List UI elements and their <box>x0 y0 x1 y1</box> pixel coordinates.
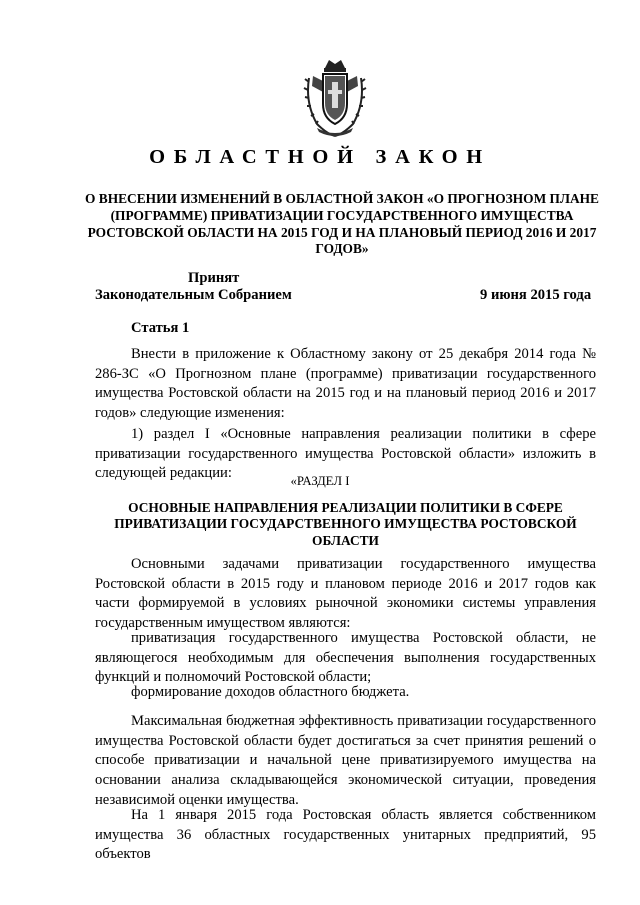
law-type-heading: ОБЛАСТНОЙ ЗАКОН <box>149 146 491 168</box>
section-title: ОСНОВНЫЕ НАПРАВЛЕНИЯ РЕАЛИЗАЦИИ ПОЛИТИКИ В СФЕРЕ ПРИВАТИЗАЦИИ ГОСУДАРСТВЕННОГО ИМУЩЕСТВА РОСТОВСКОЙ ОБЛАСТИ <box>114 500 577 548</box>
article-heading: Статья 1 <box>131 320 190 336</box>
paragraph-3: Основными задачами приватизации государственного имущества Ростовской области в 2015 году и плановом периоде 2016 и 2017 годов как части формируемой в условиях рыночной экономики системы управления государственным имуществом являются: <box>95 556 596 632</box>
paragraph-2: 1) раздел I «Основные направления реализации политики в сфере приватизации государственного имущества Ростовской области» изложить в следующей редакции: <box>95 426 596 482</box>
paragraph-6: Максимальная бюджетная эффективность приватизации государственного имущества Ростовской области будет достигаться за счет принятия решений о способе приватизации и начальной цене приватизируемого имущества на основании анализа складывающейся экономической ситуации, проведения независимой оценки имущества. <box>95 713 596 808</box>
adopted-label: Принят <box>188 270 240 286</box>
adoption-date: 9 июня 2015 года <box>480 287 592 303</box>
coat-of-arms-icon <box>303 58 367 138</box>
paragraph-1: Внести в приложение к Областному закону от 25 декабря 2014 года № 286-ЗС «О Прогнозном плане (программе) приватизации государственного имущества Ростовской области на 2015 год и на плановый период 2016 и 2017 годов» следующие изменения: <box>95 346 596 422</box>
paragraph-4: приватизация государственного имущества Ростовской области, не являющегося необходимым для обеспечения выполнения государственных функций и полномочий Ростовской области; <box>95 630 596 686</box>
paragraph-7: На 1 января 2015 года Ростовская область является собственником имущества 36 областных государственных унитарных предприятий, 95 объектов <box>95 807 596 863</box>
law-title: О ВНЕСЕНИИ ИЗМЕНЕНИЙ В ОБЛАСТНОЙ ЗАКОН «О ПРОГНОЗНОМ ПЛАНЕ (ПРОГРАММЕ) ПРИВАТИЗАЦИИ ГОСУДАРСТВЕННОГО ИМУЩЕСТВА РОСТОВСКОЙ ОБЛАСТИ НА 2015 ГОД И НА ПЛАНОВЫЙ ПЕРИОД 2016 И 2017 ГОДОВ» <box>85 191 599 257</box>
section-label: «РАЗДЕЛ I <box>290 474 350 488</box>
paragraph-5: формирование доходов областного бюджета. <box>131 684 410 700</box>
adopted-by: Законодательным Собранием <box>95 287 292 303</box>
